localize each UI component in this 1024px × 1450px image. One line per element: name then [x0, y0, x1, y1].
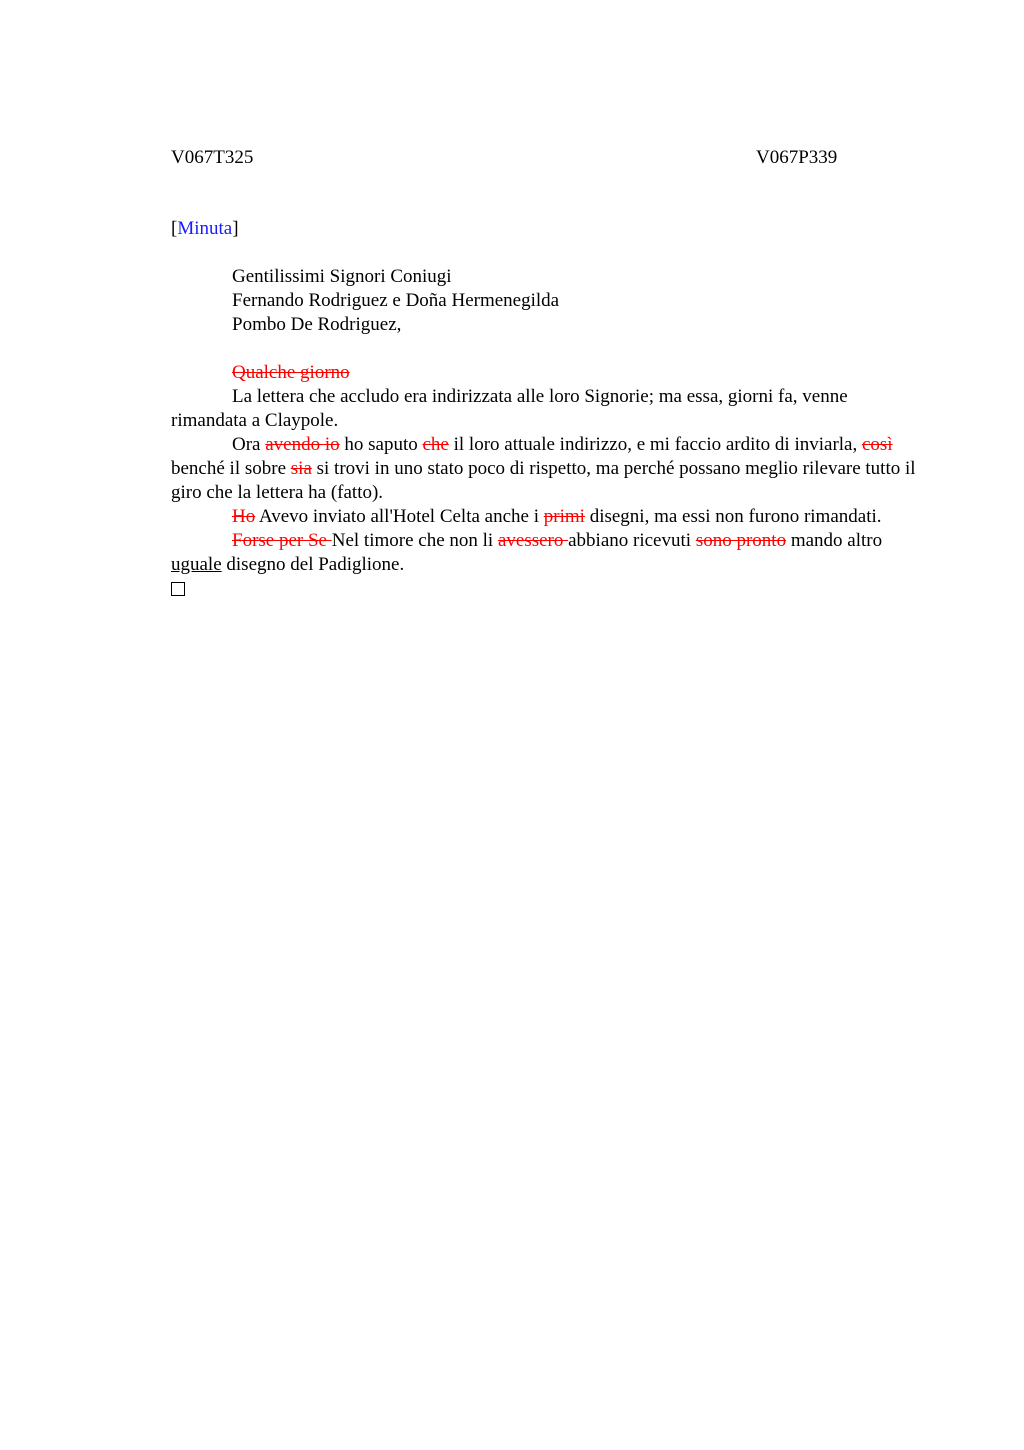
document-type-label [171, 217, 239, 241]
document-page [171, 0, 916, 1450]
paragraph-text: abbiano ricevuti [568, 530, 696, 551]
paragraph-deleted-opening [171, 361, 916, 385]
paragraph-text: Ora [232, 434, 266, 455]
document-type-word: Minuta [177, 218, 233, 239]
empty-square-icon [171, 582, 185, 596]
paragraph-text: Avevo inviato all'Hotel Celta anche i [255, 506, 544, 527]
address-block [232, 265, 559, 337]
paragraph-text: Nel timore che non li [331, 530, 498, 551]
deleted-text: sia [290, 458, 312, 479]
paragraph-text: si trovi in uno stato poco di rispetto, ma perché possano meglio rilevare tutto il giro che la lettera ha (fatto). [171, 458, 916, 503]
paragraph-text: disegno del Padiglione. [221, 554, 405, 575]
deleted-text: primi [543, 506, 585, 527]
paragraph-text: mando altro [786, 530, 883, 551]
deleted-text: che [422, 434, 449, 455]
paragraph-text: disegni, ma essi non furono rimandati. [584, 506, 882, 527]
document-code-left: V067T325 [171, 147, 254, 168]
deleted-text: avessero [497, 530, 569, 551]
address-line: Gentilissimi Signori Coniugi [232, 266, 452, 287]
close-bracket: ] [232, 218, 239, 239]
open-bracket: [ [171, 218, 178, 239]
address-line: Fernando Rodriguez e Doña Hermenegilda [232, 290, 560, 311]
deleted-text: sono pronto [695, 530, 787, 551]
paragraph-text: La lettera che accludo era indirizzata alle loro Signorie; ma essa, giorni fa, venne rimandata a Claypole. [171, 386, 848, 431]
deleted-text: Ho [232, 506, 256, 527]
document-code-right: V067P339 [756, 147, 838, 168]
paragraph-2 [171, 433, 916, 505]
paragraph-text: il loro attuale indirizzo, e mi faccio ardito di inviarla, [448, 434, 862, 455]
deleted-text: avendo io [265, 434, 340, 455]
paragraph-text: ho saputo [339, 434, 423, 455]
letter-body [171, 361, 916, 603]
paragraph-4 [171, 529, 916, 577]
deleted-text: Qualche giorno [232, 362, 350, 383]
deleted-text: Forse per Se [232, 530, 332, 551]
underlined-text: uguale [171, 554, 222, 575]
paragraph-3 [171, 505, 916, 529]
end-marker [171, 577, 916, 603]
deleted-text: così [861, 434, 893, 455]
paragraph-1 [171, 385, 916, 433]
paragraph-text: benché il sobre [171, 458, 291, 479]
address-line: Pombo De Rodriguez, [232, 314, 402, 335]
